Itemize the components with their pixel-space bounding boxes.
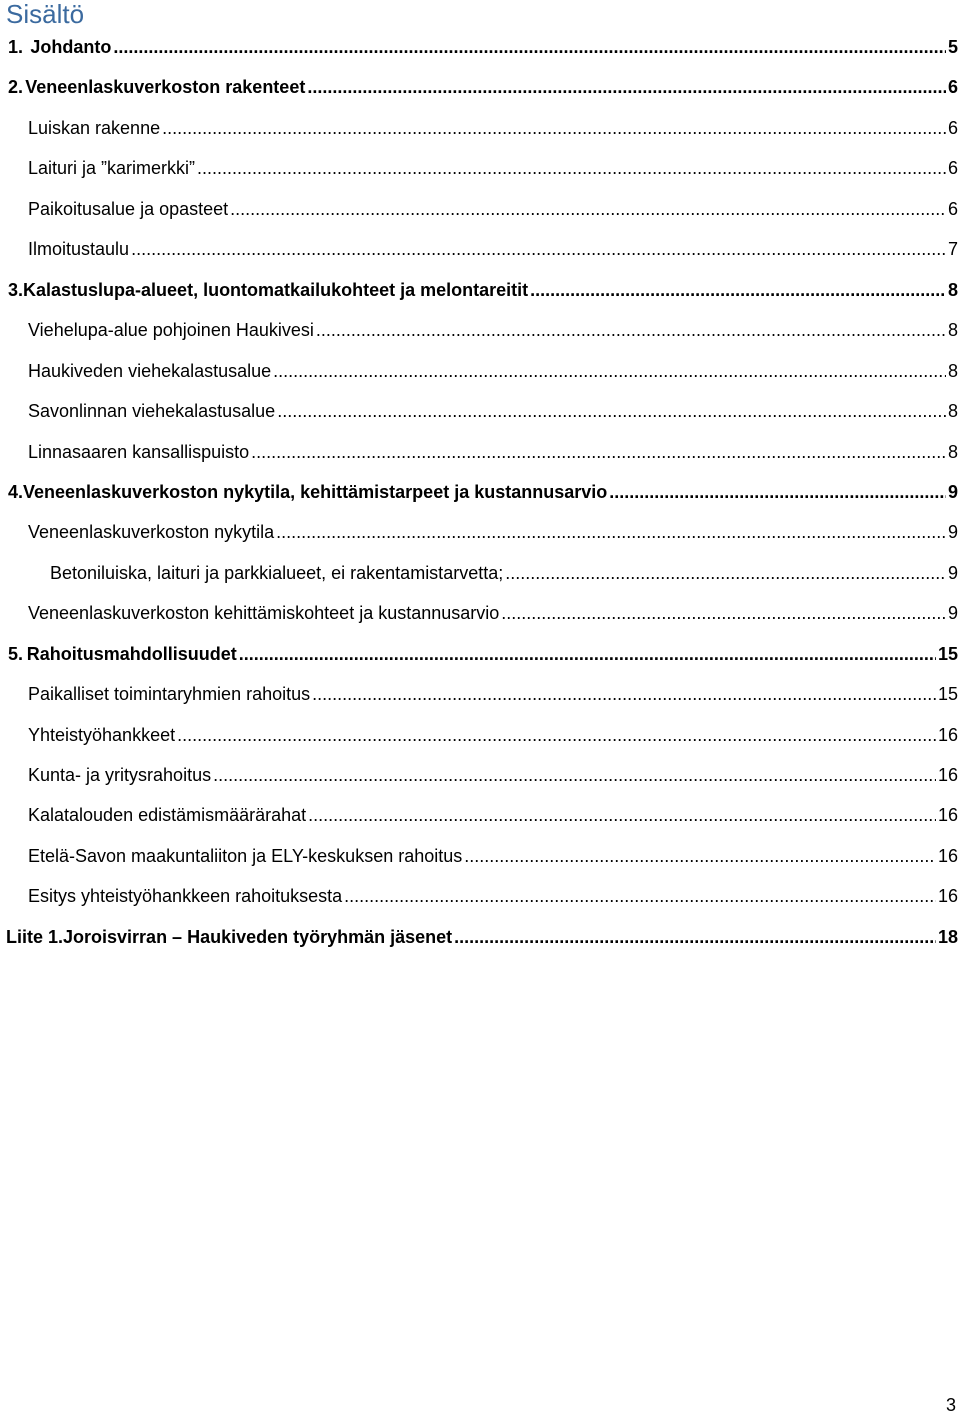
toc-entry-page: 6: [947, 158, 958, 178]
dot-leader: [307, 75, 946, 99]
dot-leader: [177, 723, 936, 747]
toc-entry-label: Kalatalouden edistämismäärärahat: [28, 805, 307, 825]
toc-entry-kalastuslupa-alueet[interactable]: [8, 278, 958, 302]
toc-entry-label: Luiskan rakenne: [28, 118, 161, 138]
toc-entry-label: Veneenlaskuverkoston kehittämiskohteet ja kustannusarvio: [28, 603, 500, 623]
dot-leader: [230, 197, 946, 221]
toc-entry-page: 5: [947, 37, 958, 57]
toc-entry-veneenlaskuverkoston-rakenteet[interactable]: [8, 75, 958, 99]
toc-entry-page: 15: [937, 644, 958, 664]
toc-entry-label: Savonlinnan viehekalastusalue: [28, 401, 276, 421]
toc-entry-page: 9: [947, 482, 958, 502]
toc-entry-label: Veneenlaskuverkoston nykytila: [28, 522, 275, 542]
toc-entry-page: 8: [947, 361, 958, 381]
toc-entry-page: 8: [947, 280, 958, 300]
toc-entry-label: Etelä-Savon maakuntaliiton ja ELY-keskuksen rahoitus: [28, 846, 463, 866]
toc-entry-page: 8: [947, 401, 958, 421]
dot-leader: [113, 35, 946, 59]
toc-entry-haukiveden-viehekalastusalue[interactable]: [28, 359, 958, 383]
toc-entry-laituri[interactable]: [28, 156, 958, 180]
toc-entry-page: 6: [947, 77, 958, 97]
toc-entry-page: 7: [947, 239, 958, 259]
toc-entry-page: 9: [947, 603, 958, 623]
toc-entry-page: 16: [937, 886, 958, 906]
toc-entry-savonlinnan-viehekalastusalue[interactable]: [28, 399, 958, 423]
toc-entry-number: 2.: [8, 77, 24, 97]
toc-entry-label: Paikalliset toimintaryhmien rahoitus: [28, 684, 311, 704]
toc-entry-label: Viehelupa-alue pohjoinen Haukivesi: [28, 320, 314, 340]
toc-entry-page: 16: [937, 765, 958, 785]
toc-entry-label: Yhteistyöhankkeet: [28, 725, 176, 745]
toc-entry-label: Veneenlaskuverkoston nykytila, kehittämistarpeet ja kustannusarvio: [23, 482, 608, 502]
dot-leader: [344, 884, 936, 908]
dot-leader: [316, 318, 946, 342]
toc-entry-number: 4.: [8, 482, 24, 502]
toc-entry-esitys-rahoituksesta[interactable]: [28, 884, 958, 908]
dot-leader: [213, 763, 936, 787]
dot-leader: [197, 156, 946, 180]
toc-entry-etela-savon-rahoitus[interactable]: [28, 844, 958, 868]
dot-leader: [239, 642, 936, 666]
toc-entry-number: 5.: [8, 644, 24, 664]
toc-entry-label: Kunta- ja yritysrahoitus: [28, 765, 212, 785]
dot-leader: [464, 844, 936, 868]
toc-entry-kehittamiskohteet[interactable]: [28, 601, 958, 625]
toc-entry-page: 16: [937, 846, 958, 866]
toc-entry-page: 9: [947, 563, 958, 583]
dot-leader: [251, 440, 946, 464]
toc-entry-label: Esitys yhteistyöhankkeen rahoituksesta: [28, 886, 343, 906]
toc-entry-rahoitusmahdollisuudet[interactable]: [8, 642, 958, 666]
toc-entry-page: 18: [937, 927, 958, 947]
toc-entry-liite-1[interactable]: [6, 925, 958, 949]
toc-entry-linnasaaren-kansallispuisto[interactable]: [28, 440, 958, 464]
toc-entry-page: 8: [947, 442, 958, 462]
toc-entry-number: 3.: [8, 280, 24, 300]
toc-entry-paikoitusalue[interactable]: [28, 197, 958, 221]
toc-entry-label: Betoniluiska, laituri ja parkkialueet, ei rakentamistarvetta;: [50, 563, 504, 583]
toc-title: Sisältö: [6, 0, 85, 29]
toc-entry-page: 9: [947, 522, 958, 542]
toc-entry-number: 1.: [8, 37, 24, 57]
toc-entry-betoniluiska[interactable]: [50, 561, 958, 585]
dot-leader: [505, 561, 946, 585]
dot-leader: [501, 601, 946, 625]
dot-leader: [162, 116, 946, 140]
dot-leader: [308, 803, 936, 827]
toc-entry-veneenlaskuverkoston-nykytila[interactable]: [28, 520, 958, 544]
toc-entry-label: Veneenlaskuverkoston rakenteet: [25, 77, 306, 97]
toc-entry-label: Linnasaaren kansallispuisto: [28, 442, 250, 462]
toc-entry-page: 16: [937, 725, 958, 745]
page-number: 3: [946, 1395, 957, 1415]
toc-entry-page: 6: [947, 118, 958, 138]
toc-entry-page: 16: [937, 805, 958, 825]
dot-leader: [273, 359, 946, 383]
toc-entry-label: Laituri ja ”karimerkki”: [28, 158, 196, 178]
toc-entry-ilmoitustaulu[interactable]: [28, 237, 958, 261]
toc-entry-kalatalouden-edistamismaararahat[interactable]: [28, 803, 958, 827]
toc-entry-number: Liite 1.: [6, 927, 64, 947]
toc-entry-label: Haukiveden viehekalastusalue: [28, 361, 272, 381]
toc-entry-page: 15: [937, 684, 958, 704]
toc-entry-page: 8: [947, 320, 958, 340]
toc-entry-kunta-ja-yritysrahoitus[interactable]: [28, 763, 958, 787]
dot-leader: [277, 399, 946, 423]
dot-leader: [131, 237, 946, 261]
toc-entry-johdanto[interactable]: [8, 35, 958, 59]
toc-entry-page: 6: [947, 199, 958, 219]
dot-leader: [276, 520, 946, 544]
toc-entry-yhteistyohankkeet[interactable]: [28, 723, 958, 747]
toc-entry-label: Rahoitusmahdollisuudet: [26, 644, 237, 664]
toc-entry-label: Paikoitusalue ja opasteet: [28, 199, 229, 219]
toc-entry-label: Johdanto: [30, 37, 112, 57]
toc-entry-luiskan-rakenne[interactable]: [28, 116, 958, 140]
dot-leader: [530, 278, 946, 302]
toc-entry-viehelupa-alue[interactable]: [28, 318, 958, 342]
toc-entry-paikalliset-toimintaryhmat[interactable]: [28, 682, 958, 706]
toc-entry-label: Joroisvirran – Haukiveden työryhmän jäsenet: [63, 927, 453, 947]
dot-leader: [312, 682, 936, 706]
toc-entry-label: Kalastuslupa-alueet, luontomatkailukohteet ja melontareitit: [23, 280, 529, 300]
dot-leader: [454, 925, 936, 949]
toc-entry-label: Ilmoitustaulu: [28, 239, 130, 259]
dot-leader: [609, 480, 946, 504]
toc-entry-nykytila-kehittamistarpeet[interactable]: [8, 480, 958, 504]
